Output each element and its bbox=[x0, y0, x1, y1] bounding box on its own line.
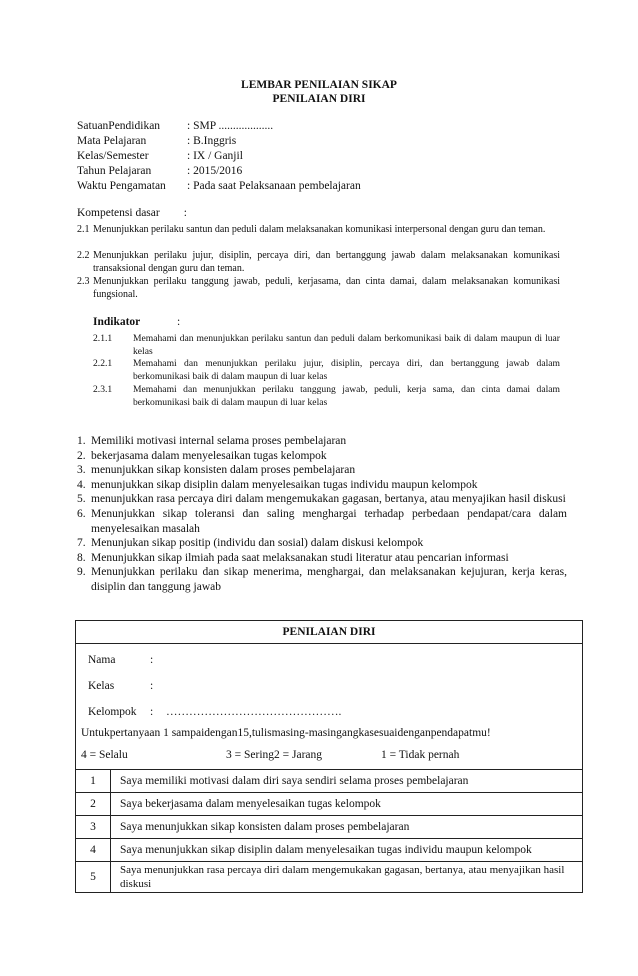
list-item-num: 3. bbox=[77, 464, 86, 477]
list-item-text: Menunjukan sikap positip (individu dan sosial) dalam diskusi kelompok bbox=[91, 537, 424, 550]
list-item-text: menunjukkan rasa percaya diri dalam mengemukakan gagasan, bertanya, atau menyajikan hasil diskusi bbox=[91, 493, 566, 506]
indikator-num: 2.2.1 bbox=[93, 358, 113, 369]
list-item-text: bekerjasama dalam menyelesaikan tugas kelompok bbox=[91, 449, 327, 462]
indikator-text: Memahami dan menunjukkan perilaku santun dan peduli dalam berkomunikasi baik di dalam maupun di luar kelas bbox=[133, 333, 560, 357]
field-label: Kelas bbox=[88, 680, 115, 692]
list-item-text: Menunjukkan sikap ilmiah pada saat melaksanakan studi literatur atau pencarian informasi bbox=[91, 551, 509, 564]
list-item-num: 8. bbox=[77, 551, 86, 564]
field-label: Kelompok bbox=[88, 706, 137, 718]
info-label: Tahun Pelajaran bbox=[77, 165, 152, 177]
info-label: Mata Pelajaran bbox=[77, 135, 147, 147]
row-number: 5 bbox=[76, 862, 111, 893]
scale-sering-jarang: 3 = Sering2 = Jarang bbox=[226, 749, 323, 761]
info-label: SatuanPendidikan bbox=[77, 120, 161, 132]
list-item bbox=[77, 565, 567, 594]
list-item bbox=[77, 434, 567, 449]
kompetensi-item bbox=[77, 275, 560, 301]
indikator-num: 2.1.1 bbox=[93, 333, 113, 344]
list-item-num: 4. bbox=[77, 478, 86, 491]
list-item bbox=[77, 536, 567, 551]
info-row bbox=[77, 149, 243, 163]
list-item bbox=[77, 551, 567, 566]
list-item bbox=[77, 507, 567, 536]
list-item-num: 2. bbox=[77, 449, 86, 462]
info-label: Waktu Pengamatan bbox=[77, 180, 166, 192]
info-label: Kelas/Semester bbox=[77, 150, 149, 162]
kompetensi-colon: : bbox=[183, 207, 187, 219]
kompetensi-num: 2.2 bbox=[77, 250, 90, 261]
info-row bbox=[77, 119, 273, 133]
form-instruction: Untukpertanyaan 1 sampaidengan15,tulismasing-masingangkasesuaidenganpendapatmu! bbox=[81, 727, 491, 739]
kompetensi-text: Menunjukkan perilaku santun dan peduli dalam melaksanakan komunikasi interpersonal dengan guru dan teman. bbox=[93, 224, 546, 235]
indikator-label: Indikator bbox=[93, 316, 141, 328]
info-value: : B.Inggris bbox=[187, 135, 237, 147]
kompetensi-num: 2.1 bbox=[77, 224, 90, 235]
list-item-num: 5. bbox=[77, 493, 86, 506]
info-row bbox=[77, 134, 236, 148]
indikator-heading bbox=[93, 316, 181, 328]
info-row bbox=[77, 164, 242, 178]
info-value: : IX / Ganjil bbox=[187, 150, 243, 162]
criteria-list bbox=[77, 434, 567, 595]
list-item bbox=[77, 492, 567, 507]
field-nama bbox=[88, 654, 166, 666]
kompetensi-text: Menunjukkan perilaku tanggung jawab, peduli, kerjasama, dan cinta damai, dalam melaksanakan komunikasi fungsional. bbox=[93, 276, 560, 300]
list-item-num: 1. bbox=[77, 435, 86, 447]
kompetensi-text: Menunjukkan perilaku jujur, disiplin, percaya diri, dan bertanggung jawab dalam melaksanakan komunikasi transaksional dengan guru dan teman. bbox=[93, 250, 560, 274]
list-item-num: 9. bbox=[77, 566, 86, 579]
list-item-text: Memiliki motivasi internal selama proses pembelajaran bbox=[91, 435, 347, 447]
info-value: : 2015/2016 bbox=[187, 165, 243, 177]
row-statement: Saya memiliki motivasi dalam diri saya sendiri selama proses pembelajaran bbox=[120, 775, 469, 787]
indikator-text: Memahami dan menunjukkan perilaku jujur, disiplin, percaya diri, dan bertanggung jawab dalam berkomunikasi baik di dalam maupun di luar kelas bbox=[133, 358, 560, 382]
row-number: 3 bbox=[76, 816, 111, 838]
row-statement: Saya menunjukkan rasa percaya diri dalam mengemukakan gagasan, bertanya, atau menyajikan hasil diskusi bbox=[120, 864, 565, 890]
field-colon: : bbox=[150, 680, 154, 692]
table-row bbox=[76, 838, 582, 861]
indikator-item bbox=[93, 333, 560, 358]
row-statement: Saya menunjukkan sikap konsisten dalam proses pembelajaran bbox=[120, 821, 410, 833]
field-value[interactable]: ………………………………………. bbox=[166, 706, 342, 718]
table-row bbox=[76, 861, 582, 893]
list-item bbox=[77, 449, 567, 464]
list-item bbox=[77, 478, 567, 493]
kompetensi-heading bbox=[77, 207, 187, 219]
info-row bbox=[77, 179, 361, 193]
list-item-text: Menunjukkan perilaku dan sikap menerima, menghargai, dan melaksanakan kejujuran, kerja keras, disiplin dan tanggung jawab bbox=[91, 566, 567, 593]
field-label: Nama bbox=[88, 654, 116, 666]
field-kelompok bbox=[88, 706, 341, 718]
scale-selalu: 4 = Selalu bbox=[81, 749, 128, 761]
penilaian-diri-form bbox=[75, 620, 583, 893]
kompetensi-item bbox=[77, 223, 560, 236]
list-item-text: menunjukkan sikap disiplin dalam menyelesaikan tugas individu maupun kelompok bbox=[91, 478, 478, 491]
row-number: 2 bbox=[76, 793, 111, 815]
list-item-text: Menunjukkan sikap toleransi dan saling menghargai terhadap perbedaan pendapat/cara dalam menyelesaikan masalah bbox=[91, 507, 567, 535]
indikator-text: Memahami dan menunjukkan perilaku tanggung jawab, peduli, kerja sama, dan cinta damai dalam berkomunikasi baik di dalam maupun di luar kelas bbox=[133, 384, 560, 408]
list-item-num: 6. bbox=[77, 507, 86, 520]
row-statement: Saya menunjukkan sikap disiplin dalam menyelesaikan tugas individu maupun kelompok bbox=[120, 844, 532, 856]
field-colon: : bbox=[150, 706, 154, 718]
field-colon: : bbox=[150, 654, 154, 666]
kompetensi-num: 2.3 bbox=[77, 276, 90, 287]
list-item bbox=[77, 463, 567, 478]
info-value: : Pada saat Pelaksanaan pembelajaran bbox=[187, 180, 361, 192]
table-row bbox=[76, 792, 582, 815]
indikator-item bbox=[93, 384, 560, 409]
row-statement: Saya bekerjasama dalam menyelesaikan tugas kelompok bbox=[120, 798, 381, 810]
row-number: 4 bbox=[76, 839, 111, 861]
table-row bbox=[76, 769, 582, 792]
form-header: PENILAIAN DIRI bbox=[76, 621, 582, 644]
row-number: 1 bbox=[76, 770, 111, 792]
document-title: LEMBAR PENILAIAN SIKAP bbox=[241, 79, 397, 91]
kompetensi-item bbox=[77, 249, 560, 275]
indikator-colon: : bbox=[177, 316, 181, 328]
list-item-text: menunjukkan sikap konsisten dalam proses pembelajaran bbox=[91, 464, 356, 477]
list-item-num: 7. bbox=[77, 537, 86, 550]
scale-tidak-pernah: 1 = Tidak pernah bbox=[381, 749, 460, 761]
document-subtitle: PENILAIAN DIRI bbox=[272, 93, 366, 105]
table-row bbox=[76, 815, 582, 838]
kompetensi-label: Kompetensi dasar bbox=[77, 207, 160, 219]
field-kelas bbox=[88, 680, 166, 692]
indikator-num: 2.3.1 bbox=[93, 384, 113, 395]
indikator-item bbox=[93, 358, 560, 383]
info-value: : SMP ................... bbox=[187, 120, 274, 132]
